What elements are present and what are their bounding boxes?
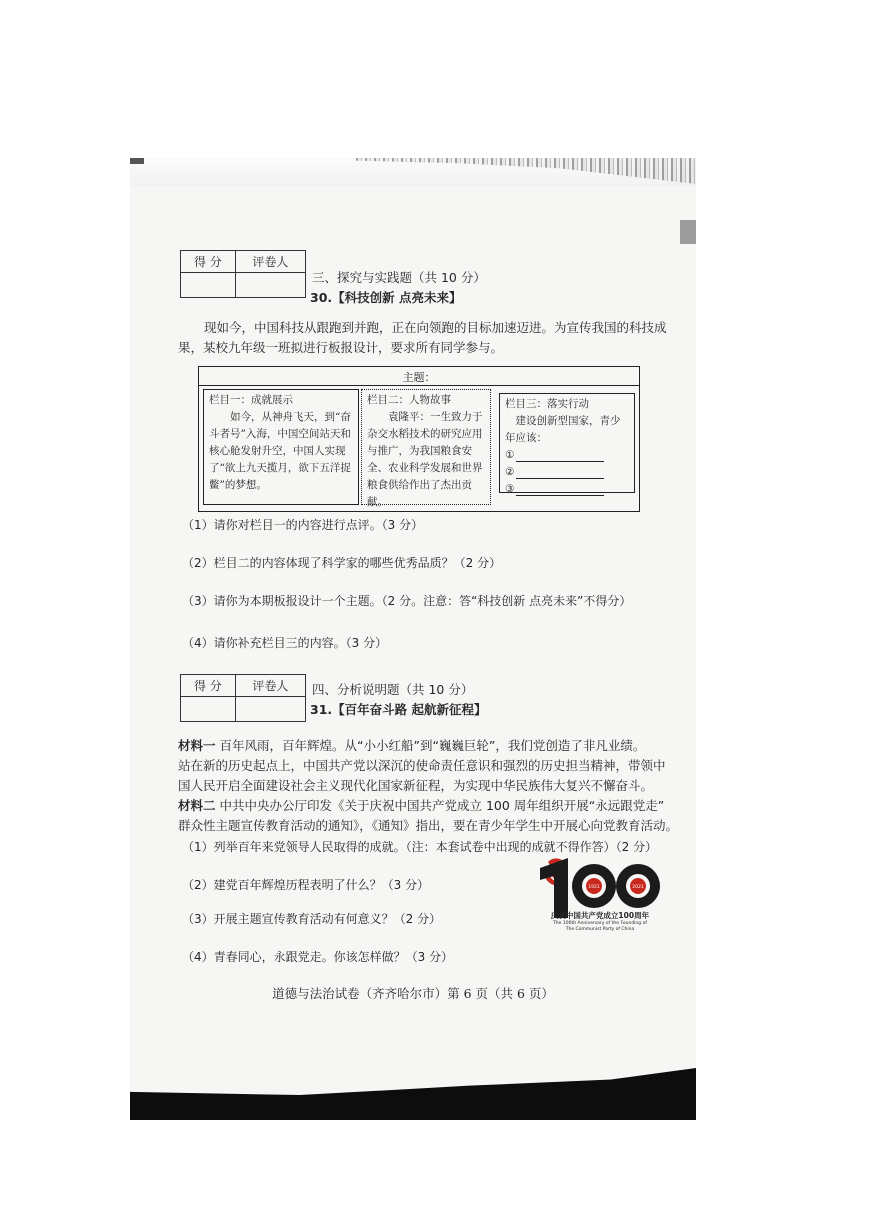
answer-blank[interactable]: ② <box>505 464 629 481</box>
material1-line: 国人民开启全面建设社会主义现代化国家新征程，为实现中华民族伟大复兴不懈奋斗。 <box>178 778 654 793</box>
scan-edge-tab <box>680 220 696 244</box>
score-label: 得 分 <box>181 251 236 273</box>
grader-label: 评卷人 <box>235 251 305 273</box>
scan-edge-top <box>130 158 696 186</box>
material1-line: 材料一 百年风雨，百年辉煌。从“小小红船”到“巍巍巨轮”，我们党创造了非凡业绩。 <box>178 738 646 753</box>
grader-field[interactable] <box>235 273 305 298</box>
material2-line: 材料二 中共中央办公厅印发《关于庆祝中国共产党成立 100 周年组织开展“永远跟党走” <box>178 798 665 813</box>
q31-sub3: （3）开展主题宣传教育活动有何意义？（2 分） <box>182 912 442 926</box>
board-column-1 <box>203 389 359 505</box>
score-box-section3 <box>180 250 306 298</box>
q31-sub2: （2）建党百年辉煌历程表明了什么？（3 分） <box>182 878 430 892</box>
column1-text: 如今，从神舟飞天，到“奋斗者号”入海，中国空间站天和核心舱发射升空，中国人实现了“欲上九天揽月，欲下五洋捉鳖”的梦想。 <box>209 411 351 491</box>
digit-one-shape <box>540 858 568 918</box>
section4-materials <box>178 736 696 836</box>
score-label: 得 分 <box>181 675 236 697</box>
material2-label: 材料二 <box>178 798 216 813</box>
logo-caption <box>534 910 666 933</box>
score-field[interactable] <box>181 273 236 298</box>
column2-text: 袁隆平：一生致力于杂交水稻技术的研究应用与推广，为我国粮食安全、农业科学发展和世界粮食供给作出了杰出贡献。 <box>367 411 483 508</box>
logo-caption-en: The Communist Party of China <box>565 927 635 932</box>
board-column-3 <box>499 393 635 493</box>
material1-label: 材料一 <box>178 738 216 753</box>
score-field[interactable] <box>181 697 236 722</box>
q31-sub4: （4）青春同心，永跟党走。你该怎样做？（3 分） <box>182 950 454 964</box>
year-right: 2021 <box>632 885 644 890</box>
column2-title: 栏目二：人物故事 <box>367 394 451 406</box>
blackboard-layout <box>198 366 640 512</box>
q31-sub1: （1）列举百年来党领导人民取得的成就。（注：本套试卷中出现的成就不得作答）（2 分） <box>182 840 658 854</box>
q30-sub4: （4）请你补充栏目三的内容。（3 分） <box>182 636 388 650</box>
q30-sub3: （3）请你为本期板报设计一个主题。（2 分。注意：答“科技创新 点亮未来”不得分） <box>182 594 632 608</box>
year-left: 1921 <box>588 885 600 890</box>
q30-sub2: （2）栏目二的内容体现了科学家的哪些优秀品质？（2 分） <box>182 556 502 570</box>
logo-caption-en: The 100th Anniversary of the Founding of <box>553 921 647 926</box>
grader-label: 评卷人 <box>235 675 305 697</box>
scan-mark <box>130 158 144 164</box>
logo-caption-cn: 庆祝中国共产党成立100周年 <box>550 911 650 920</box>
board-divider <box>199 385 639 386</box>
material2-line: 群众性主题宣传教育活动的通知》，《通知》指出，要在青少年学生中开展心向党教育活动。 <box>178 818 679 833</box>
q30-sub1: （1）请你对栏目一的内容进行点评。（3 分） <box>182 518 424 532</box>
score-box-section4 <box>180 674 306 722</box>
question31-title: 31.【百年奋斗路 起航新征程】 <box>310 702 487 717</box>
column3-text: 建设创新型国家，青少年应该： <box>505 415 621 444</box>
board-theme-label: 主题： <box>402 371 436 384</box>
scan-edge-bottom <box>130 1068 696 1120</box>
answer-blank[interactable]: ① <box>505 447 629 464</box>
answer-blank[interactable]: ③ <box>505 481 629 498</box>
board-column-2 <box>361 389 491 508</box>
material1-line: 站在新的历史起点上，中国共产党以深沉的使命责任意识和强烈的历史担当精神，带领中 <box>178 758 666 773</box>
question30-title: 30.【科技创新 点亮未来】 <box>310 290 462 305</box>
exam-page <box>130 158 696 1120</box>
intro-line: 现如今，中国科技从跟跑到并跑，正在向领跑的目标加速迈进。为宣传我国的科技成 <box>204 320 667 335</box>
intro-line: 果，某校九年级一班拟进行板报设计，要求所有同学参与。 <box>178 340 504 355</box>
section3-intro <box>178 318 696 358</box>
column1-title: 栏目一：成就展示 <box>209 394 293 406</box>
section3-title: 三、探究与实践题（共 10 分） <box>312 270 486 285</box>
column3-title: 栏目三：落实行动 <box>505 398 589 410</box>
section4-title: 四、分析说明题（共 10 分） <box>312 682 474 697</box>
grader-field[interactable] <box>235 697 305 722</box>
page-footer: 道德与法治试卷（齐齐哈尔市）第 6 页（共 6 页） <box>272 986 554 1001</box>
